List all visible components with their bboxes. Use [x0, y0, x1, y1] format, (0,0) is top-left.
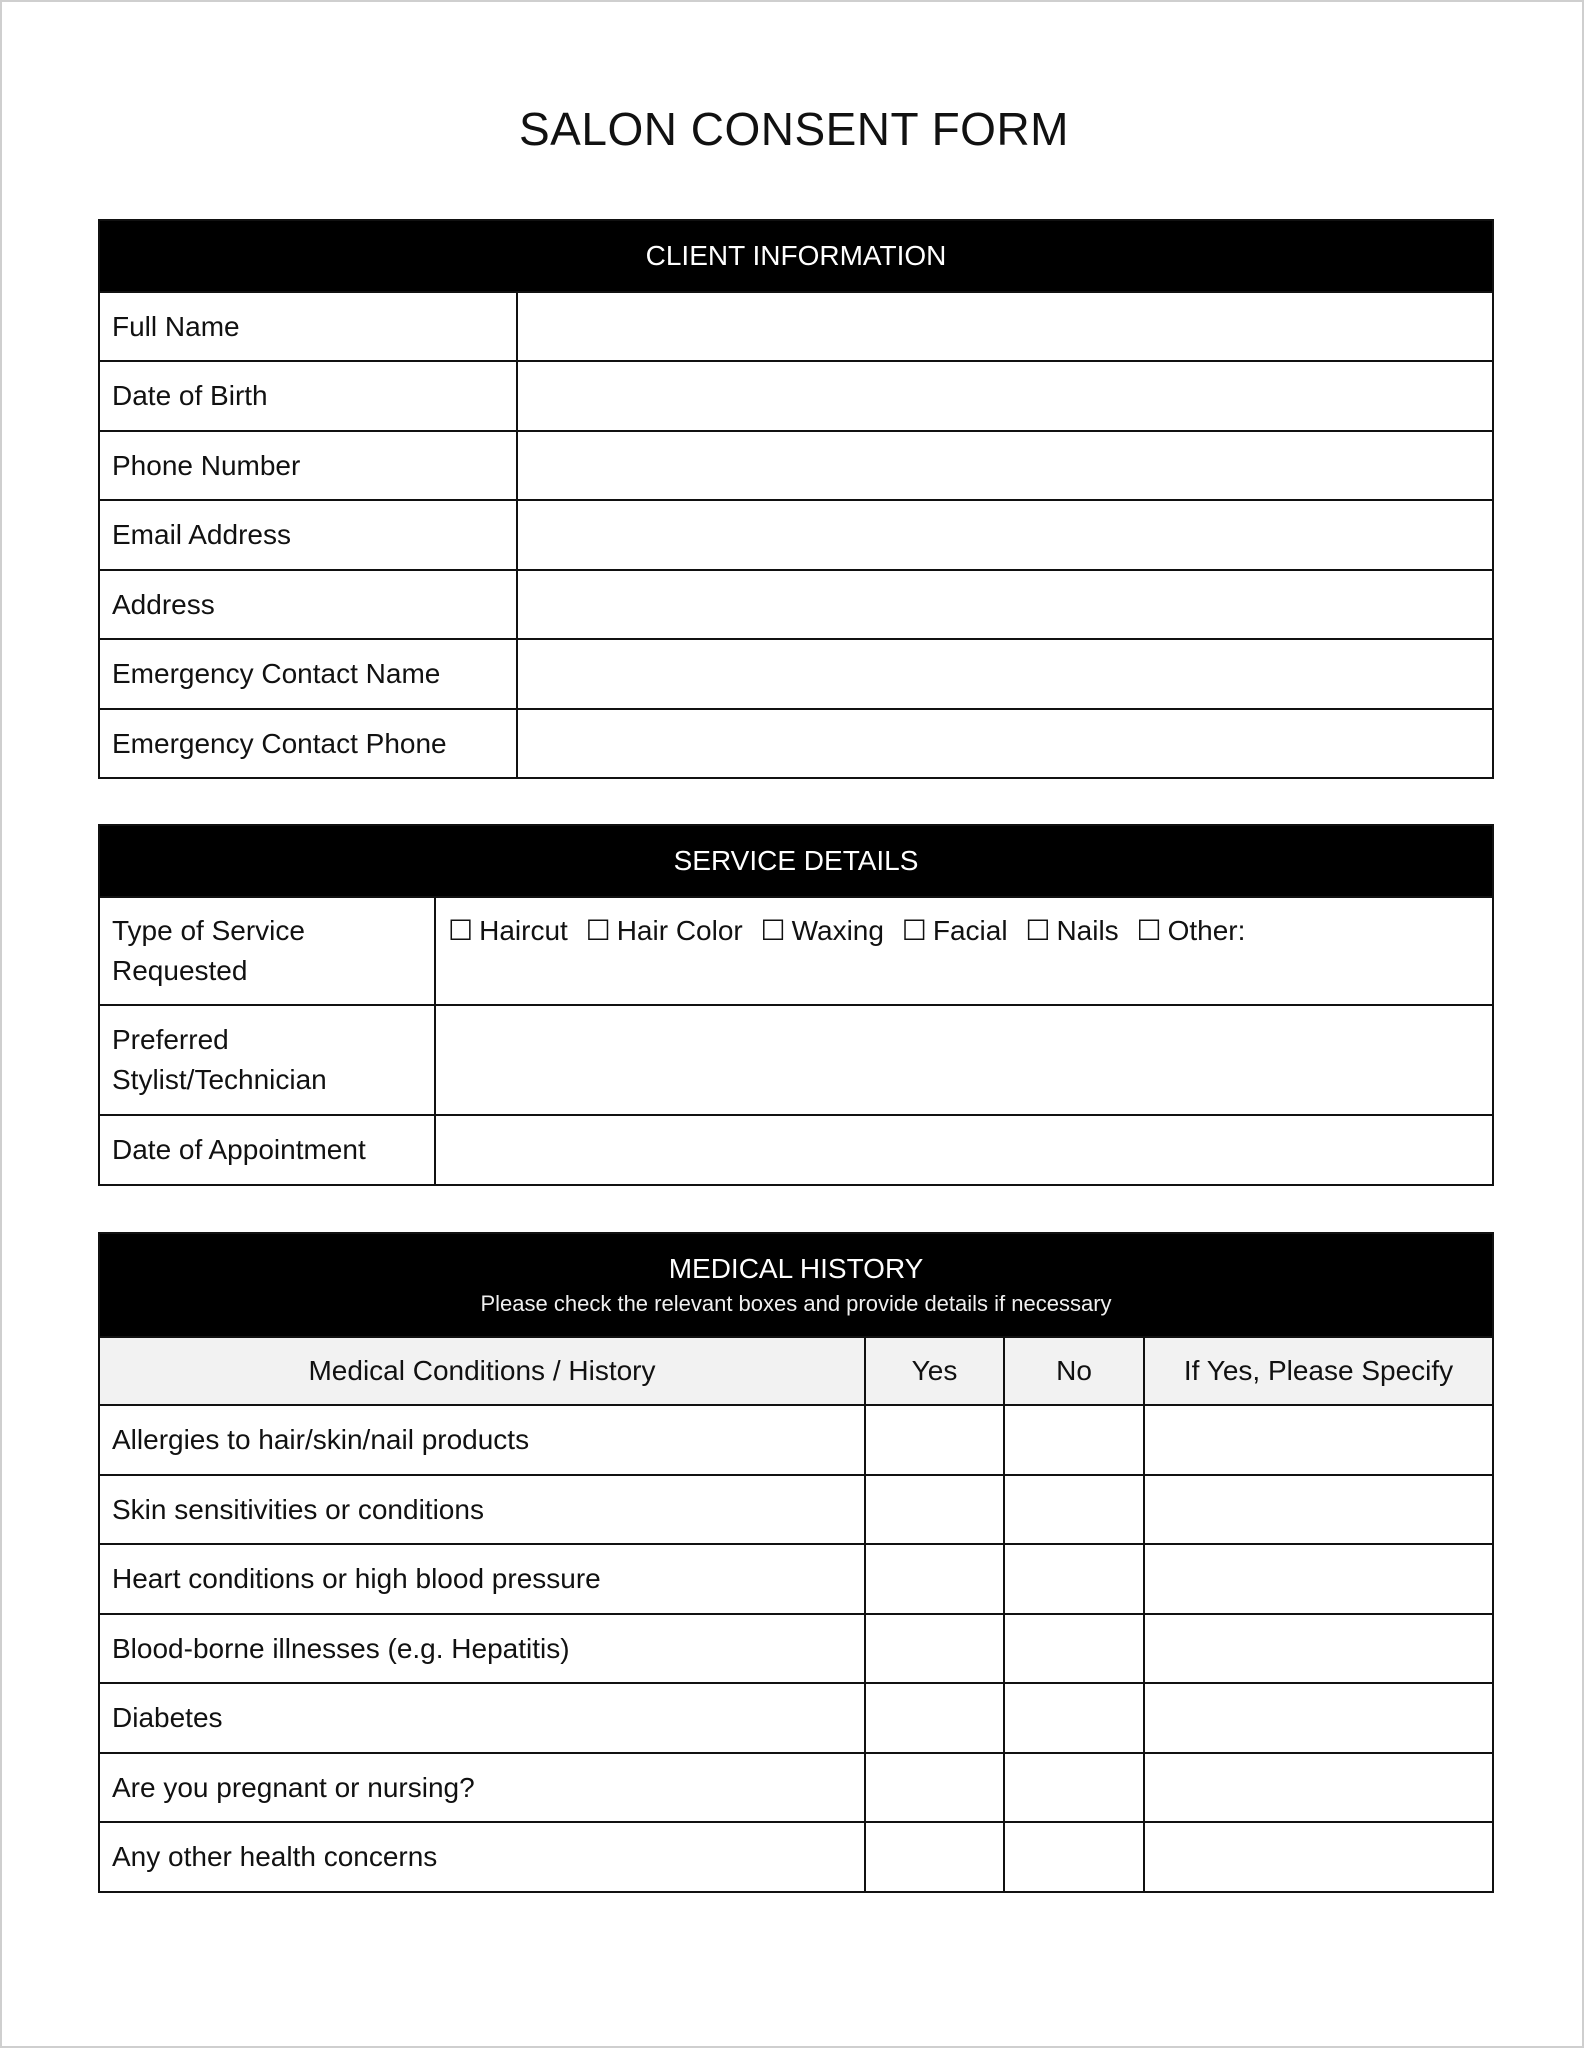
service-option-nails[interactable] [1025, 915, 1118, 946]
checkbox-icon[interactable]: ☐ [448, 915, 474, 946]
yes-cell[interactable] [865, 1475, 1004, 1544]
page-title: SALON CONSENT FORM [519, 103, 1069, 155]
service-option-haircut[interactable] [448, 915, 568, 946]
condition-label: Are you pregnant or nursing? [99, 1753, 865, 1822]
table-row [99, 1405, 1493, 1475]
service-options [435, 897, 1493, 1005]
no-cell[interactable] [1004, 1405, 1144, 1475]
checkbox-icon[interactable]: ☐ [1136, 915, 1162, 946]
preferred-stylist-field[interactable] [435, 1005, 1493, 1115]
checkbox-icon[interactable]: ☐ [901, 915, 927, 946]
yes-cell[interactable] [865, 1405, 1004, 1475]
table-row [99, 1475, 1493, 1544]
column-header-conditions: Medical Conditions / History [99, 1337, 865, 1405]
date-of-birth-field[interactable] [517, 361, 1493, 431]
preferred-stylist-label-line1: Preferred [112, 1024, 229, 1055]
service-option-label: Facial [932, 915, 1008, 946]
medical-history-table [98, 1232, 1494, 1893]
phone-number-field[interactable] [517, 431, 1493, 500]
type-of-service-label-line2: Requested [112, 955, 248, 986]
service-option-waxing[interactable] [761, 915, 884, 946]
condition-label: Diabetes [99, 1683, 865, 1753]
table-row [99, 1753, 1493, 1822]
checkbox-icon[interactable]: ☐ [585, 915, 611, 946]
condition-label: Heart conditions or high blood pressure [99, 1544, 865, 1614]
service-details-table [98, 824, 1494, 1186]
column-header-no: No [1004, 1337, 1144, 1405]
preferred-stylist-label [99, 1005, 435, 1115]
service-option-facial[interactable] [902, 915, 1008, 946]
email-address-label: Email Address [99, 500, 517, 570]
full-name-field[interactable] [517, 292, 1493, 361]
date-of-appointment-label: Date of Appointment [99, 1115, 435, 1185]
specify-cell[interactable] [1144, 1544, 1493, 1614]
no-cell[interactable] [1004, 1753, 1144, 1822]
condition-label: Allergies to hair/skin/nail products [99, 1405, 865, 1475]
full-name-label: Full Name [99, 292, 517, 361]
table-row [99, 1683, 1493, 1753]
service-option-label: Nails [1056, 915, 1119, 946]
no-cell[interactable] [1004, 1614, 1144, 1683]
condition-label: Skin sensitivities or conditions [99, 1475, 865, 1544]
service-option-label: Waxing [791, 915, 884, 946]
no-cell[interactable] [1004, 1544, 1144, 1614]
address-label: Address [99, 570, 517, 639]
checkbox-icon[interactable]: ☐ [760, 915, 786, 946]
condition-label: Any other health concerns [99, 1822, 865, 1892]
yes-cell[interactable] [865, 1544, 1004, 1614]
service-option-label: Haircut [479, 915, 568, 946]
medical-history-heading-cell [99, 1233, 1493, 1337]
table-row [99, 1544, 1493, 1614]
specify-cell[interactable] [1144, 1614, 1493, 1683]
table-row [99, 1614, 1493, 1683]
yes-cell[interactable] [865, 1683, 1004, 1753]
emergency-contact-phone-field[interactable] [517, 709, 1493, 778]
client-information-table [98, 219, 1494, 779]
email-address-field[interactable] [517, 500, 1493, 570]
service-details-heading: SERVICE DETAILS [99, 825, 1493, 897]
yes-cell[interactable] [865, 1614, 1004, 1683]
phone-number-label: Phone Number [99, 431, 517, 500]
service-option-hair-color[interactable] [586, 915, 743, 946]
date-of-appointment-field[interactable] [435, 1115, 1493, 1185]
client-information-heading: CLIENT INFORMATION [99, 220, 1493, 292]
emergency-contact-name-label: Emergency Contact Name [99, 639, 517, 709]
condition-label: Blood-borne illnesses (e.g. Hepatitis) [99, 1614, 865, 1683]
no-cell[interactable] [1004, 1822, 1144, 1892]
table-row [99, 1822, 1493, 1892]
specify-cell[interactable] [1144, 1475, 1493, 1544]
specify-cell[interactable] [1144, 1405, 1493, 1475]
specify-cell[interactable] [1144, 1822, 1493, 1892]
checkbox-icon[interactable]: ☐ [1025, 915, 1051, 946]
specify-cell[interactable] [1144, 1683, 1493, 1753]
medical-history-heading: MEDICAL HISTORY [668, 1253, 924, 1284]
type-of-service-label-line1: Type of Service [112, 915, 305, 946]
no-cell[interactable] [1004, 1475, 1144, 1544]
type-of-service-label [99, 897, 435, 1005]
no-cell[interactable] [1004, 1683, 1144, 1753]
column-header-yes: Yes [865, 1337, 1004, 1405]
yes-cell[interactable] [865, 1753, 1004, 1822]
emergency-contact-phone-label: Emergency Contact Phone [99, 709, 517, 778]
medical-history-subheading: Please check the relevant boxes and provide details if necessary [480, 1291, 1112, 1316]
date-of-birth-label: Date of Birth [99, 361, 517, 431]
column-header-specify: If Yes, Please Specify [1144, 1337, 1493, 1405]
service-option-label: Hair Color [616, 915, 743, 946]
specify-cell[interactable] [1144, 1753, 1493, 1822]
service-option-other[interactable] [1136, 915, 1245, 946]
address-field[interactable] [517, 570, 1493, 639]
emergency-contact-name-field[interactable] [517, 639, 1493, 709]
service-option-label: Other: [1167, 915, 1246, 946]
preferred-stylist-label-line2: Stylist/Technician [112, 1064, 327, 1095]
yes-cell[interactable] [865, 1822, 1004, 1892]
